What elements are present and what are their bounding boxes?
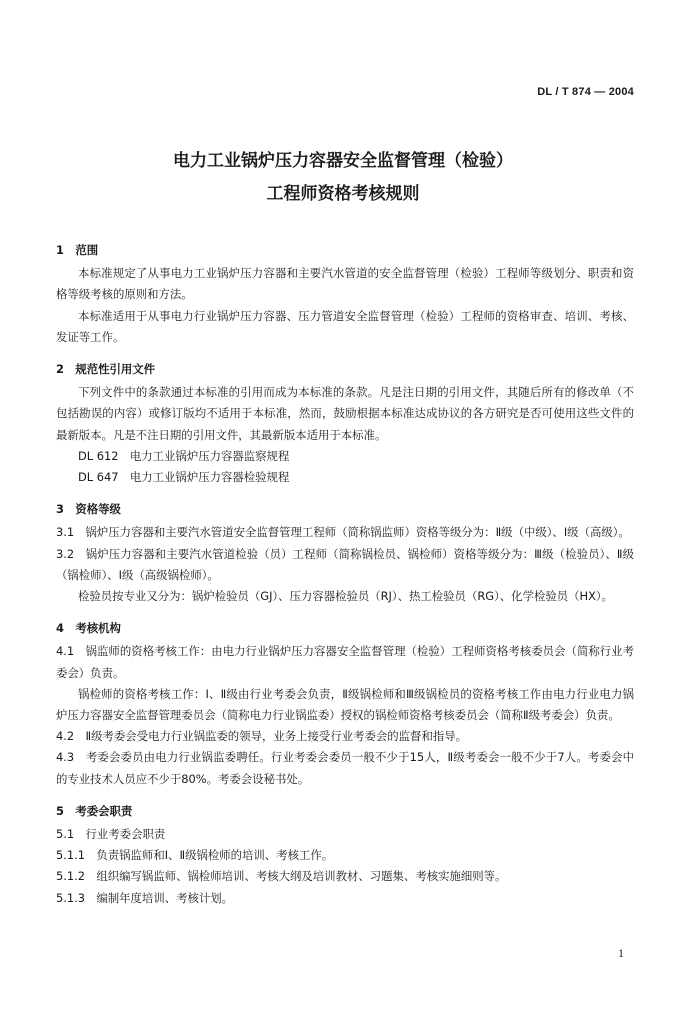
section-3-heading: 3 资格等级	[56, 502, 121, 517]
section-1-paragraph-2: 本标准适用于从事电力行业锅炉压力容器、压力管道安全监督管理（检验）工程师的资格审查、培训、考核、发证等工作。	[56, 308, 634, 344]
section-4-heading: 4 考核机构	[56, 621, 121, 636]
clause-4-3: 4.3 考委会委员由电力行业锅监委聘任。行业考委会委员一般不少于15人，Ⅱ级考委会一般不少于7人。考委会中的专业技术人员应不少于80%。考委会设秘书处。	[56, 750, 634, 786]
section-1-heading: 1 范围	[56, 243, 99, 257]
clause-5-1: 5.1 行业考委会职责	[56, 827, 166, 842]
section-5-heading: 5 考委会职责	[56, 803, 133, 818]
clause-3-1: 3.1 锅炉压力容器和主要汽水管道安全监督管理工程师（简称锅监师）资格等级分为：Ⅱ级（中级）、Ⅰ级（高级）。	[56, 525, 630, 540]
section-4-paragraph-1: 锅检师的资格考核工作：Ⅰ、Ⅱ级由行业考委会负责，Ⅱ级锅检师和Ⅲ级锅检员的资格考核工作由电力行业电力锅炉压力容器安全监督管理委员会（简称电力行业锅监委）授权的锅检师资格考核委员会（简称Ⅱ级考委会）负责。	[56, 686, 634, 723]
clause-5-1-1: 5.1.1 负责锅监师和Ⅰ、Ⅱ级锅检师的培训、考核工作。	[56, 848, 334, 863]
clause-4-1: 4.1 锅监师的资格考核工作：由电力行业锅炉压力容器安全监督管理（检验）工程师资格考核委员会（简称行业考委会）负责。	[56, 644, 634, 680]
clause-4-2: 4.2 Ⅱ级考委会受电力行业锅监委的领导，业务上接受行业考委会的监督和指导。	[56, 729, 468, 744]
doc-code: DL / T 874 — 2004	[537, 86, 634, 98]
document-body	[56, 240, 634, 909]
document-title: 电力工业锅炉压力容器安全监督管理（检验）	[173, 151, 513, 171]
document-subtitle: 工程师资格考核规则	[266, 184, 420, 204]
section-2-heading: 2 规范性引用文件	[56, 362, 156, 377]
clause-3-2: 3.2 锅炉压力容器和主要汽水管道检验（员）工程师（简称锅检员、锅检师）资格等级分为：Ⅲ级（检验员）、Ⅱ级（锅检师）、Ⅰ级（高级锅检师）。	[56, 546, 634, 582]
section-2-paragraph-1: 下列文件中的条款通过本标准的引用而成为本标准的条款。凡是注日期的引用文件，其随后所有的修改单（不包括勘误的内容）或修订版均不适用于本标准，然而，鼓励根据本标准达成协议的各方研究是否可使用这些文件的最新版本。凡是不注日期的引用文件，其最新版本适用于本标准。	[56, 385, 634, 442]
reference-dl612: DL 612 电力工业锅炉压力容器监察规程	[78, 448, 290, 463]
page-number: 1	[618, 946, 624, 960]
section-3-paragraph-1: 检验员按专业又分为：锅炉检验员（GJ）、压力容器检验员（RJ）、热工检验员（RG）、化学检验员（HX）。	[78, 589, 613, 604]
section-1-paragraph-1: 本标准规定了从事电力工业锅炉压力容器和主要汽水管道的安全监督管理（检验）工程师等级划分、职责和资格等级考核的原则和方法。	[56, 266, 634, 302]
clause-5-1-2: 5.1.2 组织编写锅监师、锅检师培训、考核大纲及培训教材、习题集、考核实施细则等。	[56, 869, 507, 884]
clause-5-1-3: 5.1.3 编制年度培训、考核计划。	[56, 890, 234, 905]
reference-dl647: DL 647 电力工业锅炉压力容器检验规程	[78, 470, 290, 485]
